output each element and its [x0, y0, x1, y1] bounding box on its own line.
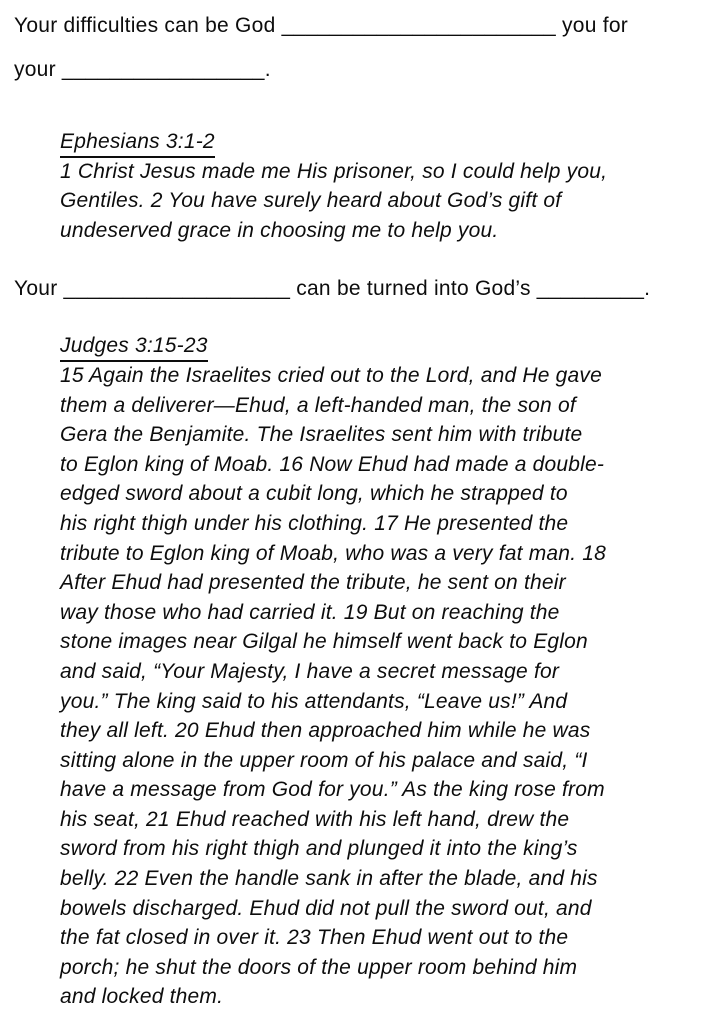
scripture-reference-judges: Judges 3:15-23	[60, 333, 208, 362]
passage-ephesians	[60, 127, 700, 245]
scripture-line: you.” The king said to his attendants, “Leave us!” And	[60, 689, 568, 713]
scripture-line: stone images near Gilgal he himself went back to Eglon	[60, 630, 588, 654]
scripture-line: 1 Christ Jesus made me His prisoner, so I could help you,	[60, 159, 608, 183]
scripture-line: they all left. 20 Ehud then approached him while he was	[60, 719, 591, 743]
scripture-line: Gentiles. 2 You have surely heard about God’s gift of	[60, 189, 562, 213]
scripture-line: sword from his right thigh and plunged it into the king’s	[60, 837, 578, 861]
fill-in-statement-turned	[14, 267, 700, 311]
scripture-line: way those who had carried it. 19 But on reaching the	[60, 600, 560, 624]
scripture-text-ephesians	[60, 157, 700, 246]
scripture-line: have a message from God for you.” As the king rose from	[60, 778, 605, 802]
scripture-line: edged sword about a cubit long, which he strapped to	[60, 482, 568, 506]
scripture-line: and said, “Your Majesty, I have a secret message for	[60, 659, 560, 683]
passage-judges	[60, 331, 700, 1012]
scripture-line: to Eglon king of Moab. 16 Now Ehud had made a double-	[60, 452, 605, 476]
scripture-line: undeserved grace in choosing me to help you.	[60, 218, 499, 242]
scripture-line: bowels discharged. Ehud did not pull the sword out, and	[60, 896, 592, 920]
scripture-line: After Ehud had presented the tribute, he sent on their	[60, 571, 566, 595]
statement-line: Your ___________________ can be turned into God’s _________.	[14, 277, 651, 301]
fill-in-statement-difficulties	[14, 4, 700, 92]
scripture-line: the fat closed in over it. 23 Then Ehud went out to the	[60, 926, 569, 950]
scripture-line: tribute to Eglon king of Moab, who was a very fat man. 18	[60, 541, 607, 565]
scripture-line: and locked them.	[60, 985, 224, 1009]
scripture-line: his right thigh under his clothing. 17 He presented the	[60, 511, 569, 535]
statement-line: Your difficulties can be God _______________________ you for	[14, 14, 628, 37]
scripture-text-judges	[60, 361, 700, 1012]
scripture-line: his seat, 21 Ehud reached with his left hand, drew the	[60, 807, 570, 831]
statement-line: your _________________.	[14, 58, 271, 81]
scripture-line: sitting alone in the upper room of his palace and said, “I	[60, 748, 588, 772]
scripture-line: Gera the Benjamite. The Israelites sent him with tribute	[60, 423, 583, 447]
scripture-reference-ephesians: Ephesians 3:1-2	[60, 129, 215, 158]
passage-heading-row	[60, 127, 700, 157]
scripture-line: 15 Again the Israelites cried out to the Lord, and He gave	[60, 363, 602, 387]
scripture-line: belly. 22 Even the handle sank in after the blade, and his	[60, 867, 598, 891]
scripture-line: porch; he shut the doors of the upper room behind him	[60, 955, 578, 979]
passage-heading-row	[60, 331, 700, 361]
scripture-line: them a deliverer—Ehud, a left-handed man, the son of	[60, 393, 576, 417]
